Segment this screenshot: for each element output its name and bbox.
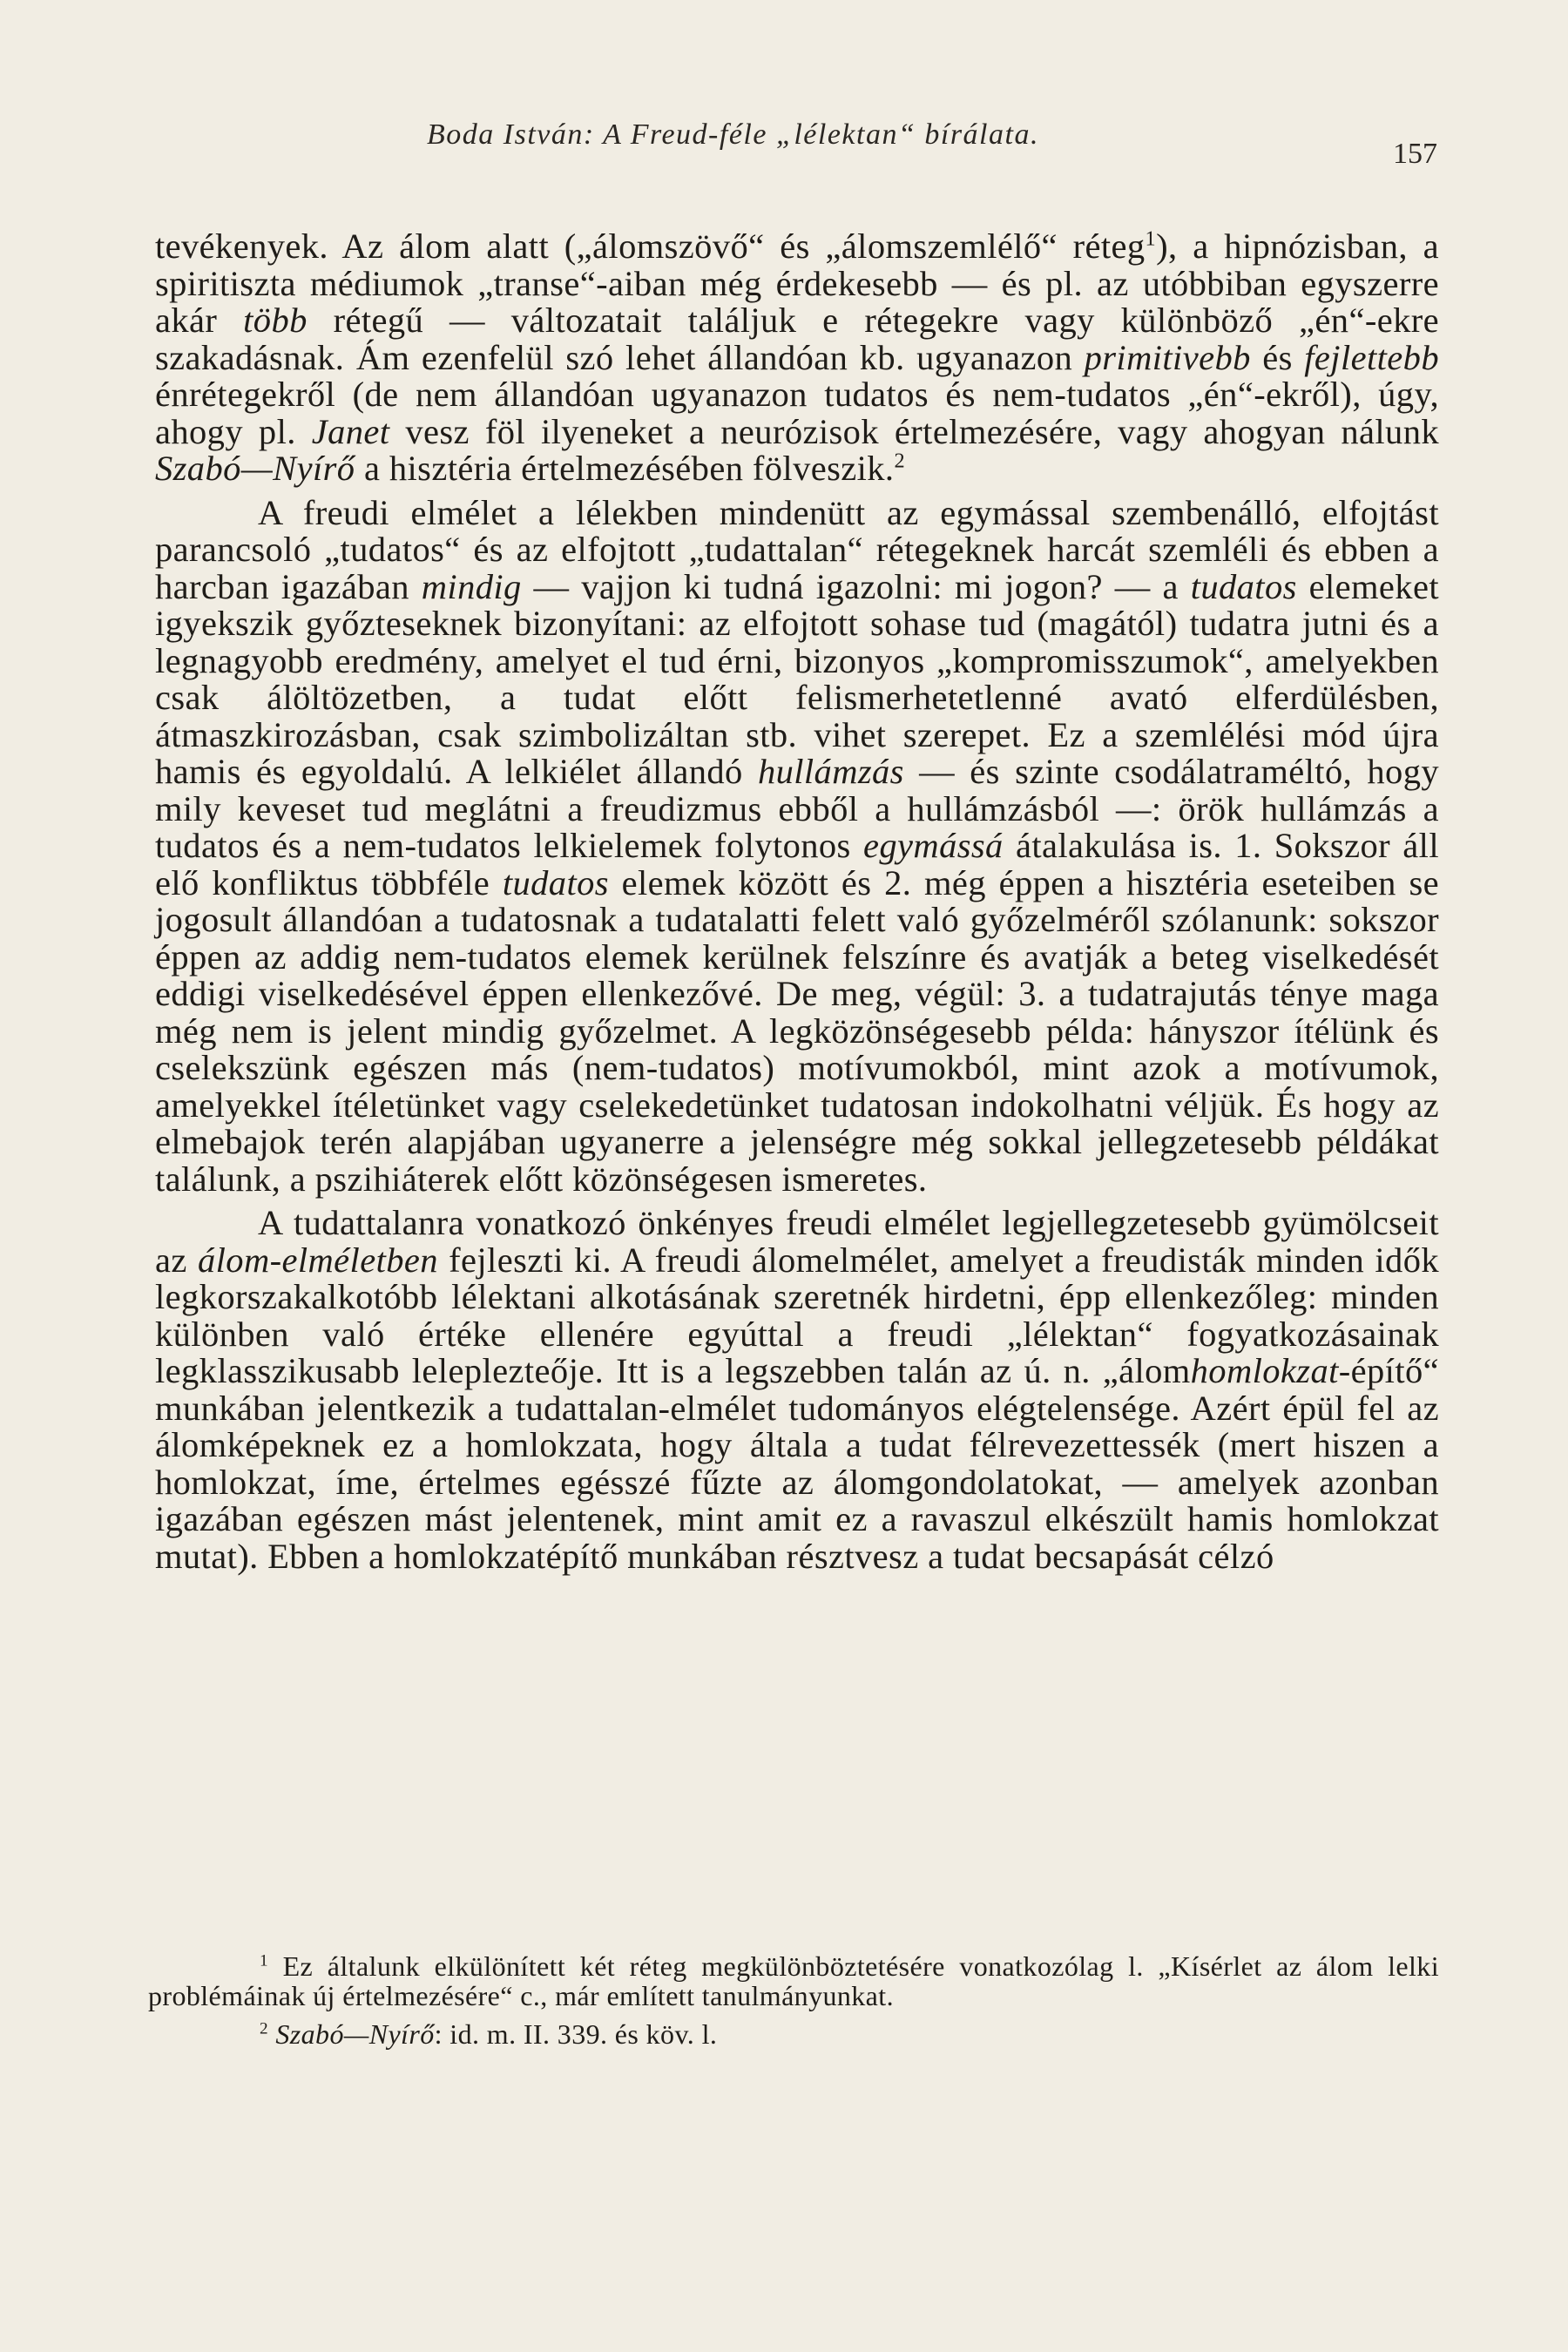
text-run: A tudattalanra vonatkozó önkényes freudi elmélet legjellegzetesebb gyümölcseit az: [155, 1203, 1439, 1280]
text-run: fejleszti ki. A freudi álomelmélet, amelyet a freudisták minden idők legkorszakalkotóbb lélektani alkotásának szeretnék hirdetni, épp ellenkezőleg: minden különben való értéke ellenére egyúttal a freudi „lélektan“ fogyatkozásainak legklasszikusabb leleplezteője. Itt is a legszebben talán az ú. n. „álom: [155, 1240, 1440, 1390]
text-run: átalakulása is. 1. Sokszor áll elő konfliktus többféle: [155, 826, 1439, 902]
footnote-2: [148, 2019, 1439, 2049]
italic-text: tudatos: [502, 862, 609, 902]
italic-text: fejlettebb: [1304, 337, 1439, 377]
text-run: — és szinte csodálatraméltó, hogy mily keveset tud meglátni a freudizmus ebből a hullámzásból —: örök hullámzás a tudatos és a nem-tudatos lelkielemek folytonos: [155, 752, 1439, 865]
page-number: 157: [1393, 138, 1437, 170]
italic-text: Szabó—Nyírő: [268, 2018, 435, 2050]
italic-text: egymássá: [863, 826, 1004, 865]
text-run: elemeket igyekszik győzteseknek bizonyítani: az elfojtott sohase tud (magától) tudatra jutni és a legnagyobb eredmény, amelyet el tud érni, bizonyos „kompromisszumok“, amelyekben csak álöltözetben, a tudat előtt felismerhetetlenné avató elferdülésben, átmaszkirozásban, csak szimbolizáltan stb. vihet szerepet. Ez a szemlélési mód újra hamis és egyoldalú. A lelkiélet állandó: [155, 566, 1439, 791]
text-run: és: [1250, 337, 1305, 377]
text-run: ), a hipnózisban, a spiritiszta médiumok „transe“-aiban még érdekesebb — és pl. az utóbbiban egyszerre akár: [155, 226, 1440, 340]
footnote-ref-2: 2: [894, 449, 906, 473]
italic-text: primitivebb: [1084, 337, 1251, 377]
text-run: tevékenyek. Az álom alatt („álomszövő“ és „álomszemlélő“ réteg: [155, 226, 1146, 266]
text-run: -építő“ munkában jelentkezik a tudattalan-elmélet tudományos elégtelensége. Azért épül fel az álomképeknek ez a homlokzata, hogy általa a tudat félrevezettessék (mert hiszen a homlokzat, íme, értelmes egésszé fűzte az álomgondolatokat, — amelyek azonban igazában egészen mást jelentenek, mint amit ez a ravaszul elkészült hamis homlokzat mutat). Ebben a homlokzatépítő munkában résztvesz a tudat becsapását célzó: [155, 1351, 1439, 1576]
body-text: [155, 228, 1439, 1575]
paragraph-3: [155, 1205, 1439, 1575]
page-header: [157, 112, 1437, 170]
italic-text: homlokzat: [1190, 1351, 1339, 1390]
text-run: a hisztéria értelmezésében fölveszik.: [355, 449, 895, 488]
text-run: A freudi elmélet a lélekben mindenütt az egymással szembenálló, elfojtást parancsoló „tudatos“ és az elfojtott „tudattalan“ rétegeknek harcát szemléli és ebben a harcban igazában: [155, 492, 1439, 606]
italic-text: Janet: [311, 411, 390, 451]
text-run: rétegű — változatait találjuk e rétegekre vagy különböző „én“-ekre szakadásnak. Ám ezenfelül szó lehet állandóan kb. ugyanazon: [155, 301, 1439, 377]
italic-text: több: [243, 301, 308, 340]
footnote-1: [148, 1951, 1439, 2011]
paragraph-1: [155, 228, 1439, 488]
footnote-text: : id. m. II. 339. és köv. l.: [434, 2018, 718, 2050]
footnote-ref-1: 1: [1145, 226, 1157, 251]
paragraph-2: [155, 492, 1439, 1199]
text-run: — vajjon ki tudná igazolni: mi jogon? — a: [521, 566, 1191, 606]
italic-text: Szabó—Nyírő: [155, 449, 355, 488]
italic-text: mindig: [421, 566, 522, 606]
text-run: vesz föl ilyeneket a neurózisok értelmezésére, vagy ahogyan nálunk: [389, 411, 1439, 451]
footnote-mark: 1: [260, 1951, 268, 1970]
footnote-text: Ez általunk elkülönített két réteg megkülönböztetésére vonatkozólag l. „Kísérlet az álom lelki problémáinak új értelmezésére“ c., már említett tanulmányunkat.: [148, 1950, 1439, 2011]
running-head: Boda István: A Freud-féle „lélektan“ bírálata.: [427, 118, 1039, 151]
italic-text: tudatos: [1190, 566, 1297, 606]
footnote-mark: 2: [260, 2019, 268, 2038]
text-run: énrétegekről (de nem állandóan ugyanazon tudatos és nem-tudatos „én“-ekről), úgy, ahogy pl.: [155, 375, 1439, 451]
italic-text: hullámzás: [757, 752, 904, 791]
text-run: elemek között és 2. még éppen a hisztéria eseteiben se jogosult állandóan a tudatosnak a tudatalatti felett való győzelméről szólanunk: sokszor éppen az addig nem-tudatos elemek kerülnek felszínre és avatják a beteg viselkedését eddigi viselkedésével éppen ellenkezővé. De meg, végül: 3. a tudatrajutás ténye maga még nem is jelent mindig győzelmet. A legközönségesebb példa: hányszor ítélünk és cselekszünk egészen más (nem-tudatos) motívumokból, mint azok a motívumok, amelyekkel ítéletünket vagy cselekedetünket tudatosan indokolhatni véljük. És hogy az elmebajok terén alapjában ugyanerre a jelenségre még sokkal jellegzetesebb példákat találunk, a pszihiáterek előtt közönségesen ismeretes.: [155, 862, 1439, 1199]
italic-text: álom-elméletben: [198, 1240, 438, 1280]
footnotes: [148, 1951, 1439, 2049]
